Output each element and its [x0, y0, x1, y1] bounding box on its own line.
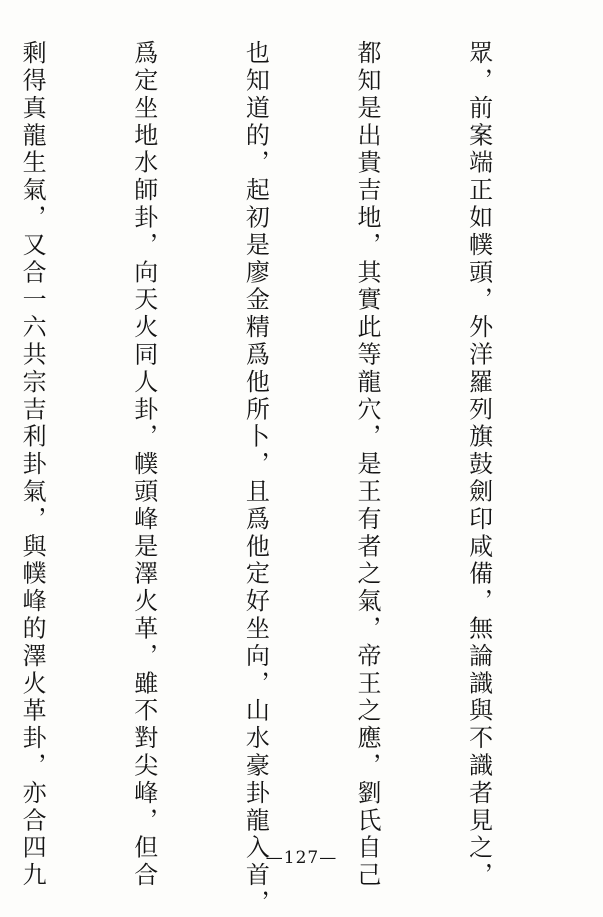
- text-column-1: 眾，前案端正如幞頭，外洋羅列旗鼓劍印咸備，無論識與不識者見之，: [464, 40, 493, 890]
- page-number: —127—: [265, 848, 338, 868]
- text-column-5: 剩得真龍生氣，又合一六共宗吉利卦氣，與幞峰的澤火革卦，亦合四九: [18, 40, 47, 890]
- text-column-2: 都知是出貴吉地，其實此等龍穴，是王有者之氣，帝王之應，劉氏自己: [352, 40, 381, 890]
- text-column-4: 爲定坐地水師卦，向天火同人卦，幞頭峰是澤火革，雖不對尖峰，但合: [129, 40, 158, 890]
- text-column-3: 也知道的，起初是廖金精爲他所卜，且爲他定好坐向，山水豪卦龍入首，: [241, 40, 270, 917]
